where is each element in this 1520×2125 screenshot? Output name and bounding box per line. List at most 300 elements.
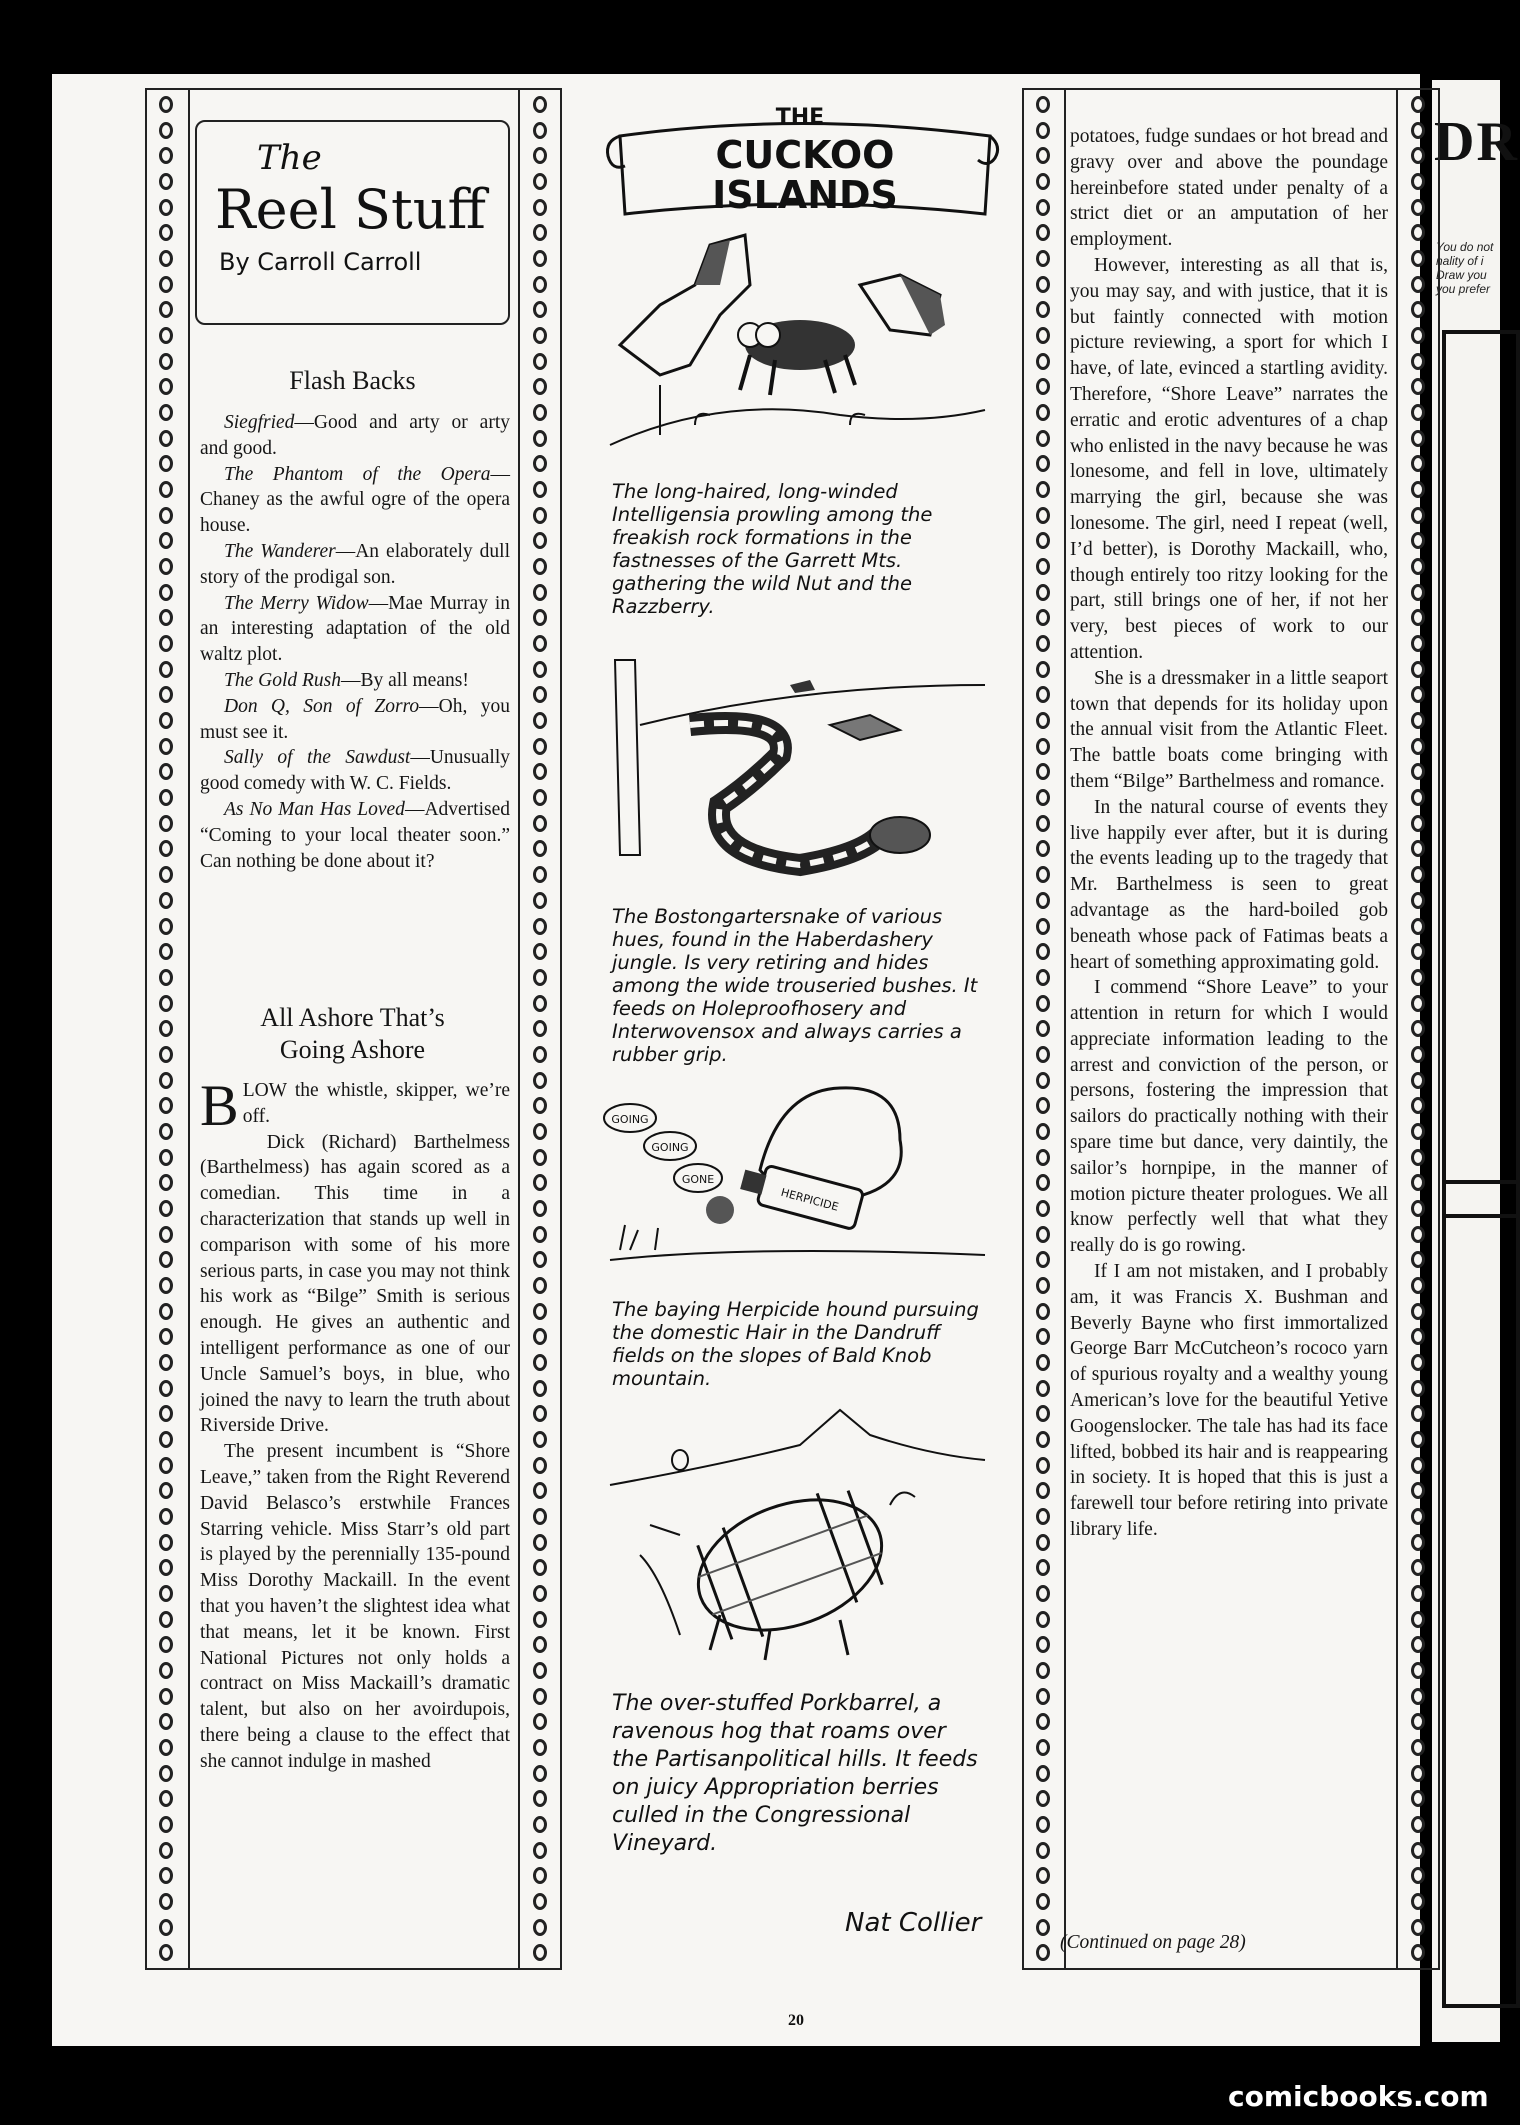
film-sprocket-hole [1036,969,1050,986]
film-sprocket-hole [1036,122,1050,139]
film-sprocket-hole [1411,1893,1425,1910]
film-sprocket-hole [159,1893,173,1910]
film-sprocket-hole [1411,1636,1425,1653]
film-sprocket-hole [1411,1046,1425,1063]
film-sprocket-hole [1411,1303,1425,1320]
film-sprocket-hole [1036,1765,1050,1782]
film-sprocket-hole [159,840,173,857]
film-sprocket-hole [533,276,547,293]
film-sprocket-hole [1411,507,1425,524]
film-sprocket-hole [533,1303,547,1320]
film-sprocket-hole [1036,1508,1050,1525]
film-sprocket-hole [1036,1200,1050,1217]
film-sprocket-hole [533,224,547,241]
film-sprocket-hole [1411,969,1425,986]
film-sprocket-hole [1411,1713,1425,1730]
cartoon-caption-2: The Bostongartersnake of various hues, found in the Haberdashery jungle. Is very retiring and hides among the wide trouseried bushes. It feeds on Holeproofhosery and Interwovensox and always carries a rubber grip. [612,905,978,1066]
intelligensia-cartoon [600,225,990,475]
cartoon-caption-3: The baying Herpicide hound pursuing the domestic Hair in the Dandruff fields on the slopes of Bald Knob mountain. [612,1298,979,1390]
film-sprocket-hole [533,661,547,678]
film-sprocket-hole [1036,892,1050,909]
film-sprocket-hole [1036,224,1050,241]
film-sprocket-hole [533,1765,547,1782]
film-sprocket-hole [1036,1534,1050,1551]
film-sprocket-hole [1036,1457,1050,1474]
film-sprocket-hole [1411,1508,1425,1525]
film-sprocket-hole [533,173,547,190]
film-rule [188,88,190,1970]
film-strip-left-outer [148,90,184,1968]
film-sprocket-hole [1036,1611,1050,1628]
film-sprocket-hole [159,1303,173,1320]
film-sprocket-hole [1411,1765,1425,1782]
film-sprocket-hole [1036,635,1050,652]
film-sprocket-hole [533,969,547,986]
film-sprocket-hole [1411,1277,1425,1294]
film-sprocket-hole [1411,250,1425,267]
film-sprocket-hole [1036,763,1050,780]
film-sprocket-hole [1036,995,1050,1012]
film-sprocket-hole [1036,96,1050,113]
film-sprocket-hole [533,1174,547,1191]
film-sprocket-hole [159,1431,173,1448]
flash-back-item: As No Man Has Loved—Advertised “Coming to your local theater soon.” Can nothing be done about it? [200,798,510,872]
film-sprocket-hole [533,1277,547,1294]
film-sprocket-hole [159,1508,173,1525]
film-sprocket-hole [1036,147,1050,164]
film-sprocket-hole [533,1020,547,1037]
film-sprocket-hole [159,1226,173,1243]
film-sprocket-hole [1411,1354,1425,1371]
film-sprocket-hole [533,1842,547,1859]
film-sprocket-hole [1411,173,1425,190]
film-sprocket-hole [1411,1867,1425,1884]
film-strip-right-inner [1025,90,1061,1968]
film-sprocket-hole [1036,1380,1050,1397]
film-strip-right-outer [1400,90,1436,1968]
film-sprocket-hole [159,1149,173,1166]
paragraph: The present incumbent is “Shore Leave,” taken from the Right Reverend David Belasco’s erstwhile Frances Starring vehicle. Miss Starr’s old part is played by the perennially 135-pound Miss Dorothy Mackaill. In the event that you haven’t the slightest idea what that means, let it be known. First National Pictures not only holds a contract on Miss Mackaill’s dramatic talent, but also on her avoirdupois, there being a clause to the effect that she cannot indulge in mashed [200,1441,510,1772]
film-sprocket-hole [159,1457,173,1474]
film-sprocket-hole [159,686,173,703]
film-sprocket-hole [1036,1790,1050,1807]
film-sprocket-hole [533,1251,547,1268]
film-sprocket-hole [533,1431,547,1448]
film-sprocket-hole [159,96,173,113]
film-sprocket-hole [1036,712,1050,729]
film-sprocket-hole [1411,1688,1425,1705]
film-sprocket-hole [1411,1559,1425,1576]
film-sprocket-hole [1036,1431,1050,1448]
film-sprocket-hole [533,918,547,935]
film-sprocket-hole [533,1123,547,1140]
film-sprocket-hole [159,635,173,652]
banner-islands: ISLANDS [712,173,898,217]
film-sprocket-hole [533,1611,547,1628]
film-sprocket-hole [1411,147,1425,164]
film-sprocket-hole [159,1380,173,1397]
film-sprocket-hole [1036,1739,1050,1756]
film-sprocket-hole [159,789,173,806]
film-sprocket-hole [1411,712,1425,729]
film-sprocket-hole [533,686,547,703]
film-sprocket-hole [159,609,173,626]
film-sprocket-hole [159,455,173,472]
film-sprocket-hole [1411,481,1425,498]
column-title-box [195,120,510,325]
film-sprocket-hole [1411,943,1425,960]
film-sprocket-hole [1036,1072,1050,1089]
next-page-box [1442,330,1520,1218]
film-sprocket-hole [533,1354,547,1371]
film-sprocket-hole [1036,1354,1050,1371]
film-sprocket-hole [159,532,173,549]
film-sprocket-hole [1411,1097,1425,1114]
film-sprocket-hole [1036,1482,1050,1499]
film-sprocket-hole [1036,1328,1050,1345]
flash-back-item: Don Q, Son of Zorro—Oh, you must see it. [200,695,510,743]
film-sprocket-hole [159,353,173,370]
film-sprocket-hole [533,1790,547,1807]
film-sprocket-hole [159,122,173,139]
film-sprocket-hole [159,712,173,729]
film-sprocket-hole [1036,1688,1050,1705]
film-sprocket-hole [159,969,173,986]
film-sprocket-hole [1036,1277,1050,1294]
film-sprocket-hole [1411,1842,1425,1859]
film-sprocket-hole [1036,584,1050,601]
film-sprocket-hole [159,1354,173,1371]
cuckoo-islands-banner [600,96,1005,236]
film-sprocket-hole [533,404,547,421]
film-sprocket-hole [533,1867,547,1884]
banner-the: THE [775,105,825,130]
film-sprocket-hole [1411,1662,1425,1679]
film-sprocket-hole [159,763,173,780]
film-sprocket-hole [1036,507,1050,524]
film-sprocket-hole [159,558,173,575]
herpicide-hound-cartoon [600,1080,990,1280]
film-sprocket-hole [533,1739,547,1756]
film-sprocket-hole [1036,558,1050,575]
film-sprocket-hole [533,1149,547,1166]
film-sprocket-hole [533,507,547,524]
film-sprocket-hole [159,378,173,395]
film-sprocket-hole [159,430,173,447]
flash-back-item: The Wanderer—An elaborately dull story of the prodigal son. [200,540,510,588]
film-sprocket-hole [159,507,173,524]
film-sprocket-hole [1036,1020,1050,1037]
paragraph: However, interesting as all that is, you may say, and with justice, that it is but faintly connected with motion picture reviewing, a sport for which I have, of late, evinced a startling avidity. Therefore, “Shore Leave” narrates the erratic and erotic adventures of a chap who enlisted in the navy because he was lonesome, and fell in love, ultimately marrying the girl, because she was lonesome. The girl, need I repeat (well, I’d better), is Dorothy Mackaill, who, though entirely too ritzy looking for the part, still brings one of her, if not her very, best pieces of work to our attention. [1070,254,1388,663]
column-title-the: The [257,138,322,178]
continued-note: (Continued on page 28) [1060,1932,1246,1953]
film-sprocket-hole [1411,1072,1425,1089]
next-page-title: DR [1434,111,1519,173]
film-sprocket-hole [1411,1944,1425,1961]
film-sprocket-hole [159,1046,173,1063]
film-sprocket-hole [159,1944,173,1961]
film-sprocket-hole [1411,584,1425,601]
film-sprocket-hole [1036,1662,1050,1679]
artist-signature: Nat Collier [845,1908,982,1938]
film-sprocket-hole [1036,250,1050,267]
film-sprocket-hole [1036,815,1050,832]
film-sprocket-hole [1036,1046,1050,1063]
film-sprocket-hole [1411,918,1425,935]
film-sprocket-hole [159,1611,173,1628]
film-sprocket-hole [1036,301,1050,318]
film-sprocket-hole [159,892,173,909]
film-sprocket-hole [159,1559,173,1576]
film-sprocket-hole [1036,1944,1050,1961]
film-sprocket-hole [159,1482,173,1499]
film-sprocket-hole [1036,1149,1050,1166]
film-sprocket-hole [1036,789,1050,806]
film-sprocket-hole [159,815,173,832]
film-sprocket-hole [159,1713,173,1730]
film-sprocket-hole [1411,1226,1425,1243]
film-sprocket-hole [533,763,547,780]
right-column-body [1070,124,1388,1543]
flash-back-item: Sally of the Sawdust—Unusually good comedy with W. C. Fields. [200,747,510,795]
film-sprocket-hole [159,327,173,344]
film-sprocket-hole [159,1174,173,1191]
film-sprocket-hole [159,1277,173,1294]
film-sprocket-hole [533,481,547,498]
paragraph: If I am not mistaken, and I probably am, it was Francis X. Bushman and Beverly Bayne who first immortalized George Barr McCutcheon’s rococo yarn of spurious royalty and a wealthy young American’s love for the beautiful Yetive Googenslocker. The tale has had its face lifted, bobbed its hair and is reappearing in society. It is hoped that this is just a farewell tour before retiring into private library life. [1070,1261,1388,1541]
film-sprocket-hole [1411,455,1425,472]
film-sprocket-hole [533,327,547,344]
film-sprocket-hole [159,1765,173,1782]
film-sprocket-hole [1036,609,1050,626]
film-sprocket-hole [1411,353,1425,370]
film-sprocket-hole [533,738,547,755]
paragraph: Dick (Richard) Barthelmess (Barthelmess) has again scored as a comedian. This time in a characterization that stands up well in comparison with some of his more serious parts, in case you may not think his work as “Bilge” Smith is serious enough. He gives an authentic and intelligent performance as one of our Uncle Samuel’s boys, in blue, who joined the navy to learn the truth about Riverside Drive. [200,1131,510,1437]
film-sprocket-hole [159,1842,173,1859]
cartoon-caption-4: The over-stuffed Porkbarrel, a ravenous hog that roams over the Partisanpolitical hills. It feeds on juicy Appropriation berries culled in the Congressional Vineyard. [612,1691,978,1856]
film-sprocket-hole [159,481,173,498]
film-sprocket-hole [1036,1097,1050,1114]
film-sprocket-hole [1411,1174,1425,1191]
film-sprocket-hole [1411,1200,1425,1217]
film-sprocket-hole [1411,1251,1425,1268]
film-rule [518,88,520,1970]
film-sprocket-hole [533,378,547,395]
film-sprocket-hole [1411,815,1425,832]
film-sprocket-hole [159,1790,173,1807]
drop-cap: B [200,1073,239,1138]
flash-backs-heading: Flash Backs [289,366,416,395]
film-rule [1396,88,1398,1970]
film-sprocket-hole [1411,1790,1425,1807]
film-sprocket-hole [159,918,173,935]
film-sprocket-hole [1036,1893,1050,1910]
film-sprocket-hole [533,250,547,267]
film-sprocket-hole [159,1405,173,1422]
film-sprocket-hole [1411,1020,1425,1037]
film-sprocket-hole [533,122,547,139]
film-sprocket-hole [159,404,173,421]
film-sprocket-hole [159,147,173,164]
film-sprocket-hole [1411,789,1425,806]
film-sprocket-hole [533,1534,547,1551]
film-sprocket-hole [533,789,547,806]
paragraph: I commend “Shore Leave” to your attention in return for which I would appreciate information leading to the arrest and conviction of the person, or persons, fostering the impression that sailors do practically nothing with their spare time but dance, very daintily, the sailor’s hornpipe, in the manner of motion picture theater prologues. We all know perfectly well that what they really do is go rowing. [1070,977,1388,1257]
film-sprocket-hole [533,1457,547,1474]
film-sprocket-hole [533,1200,547,1217]
film-sprocket-hole [1411,224,1425,241]
film-sprocket-hole [159,1534,173,1551]
next-page-box [1442,1180,1520,2008]
flash-back-item: The Phantom of the Opera—Chaney as the awful ogre of the opera house. [200,463,510,537]
film-sprocket-hole [159,1867,173,1884]
film-sprocket-hole [533,1097,547,1114]
film-sprocket-hole [159,276,173,293]
film-sprocket-hole [1036,173,1050,190]
flash-back-item: The Gold Rush—By all means! [224,669,469,691]
film-sprocket-hole [1036,276,1050,293]
column-title-main: Reel Stuff [215,178,486,241]
film-sprocket-hole [1411,276,1425,293]
film-sprocket-hole [1411,763,1425,780]
film-sprocket-hole [1411,1405,1425,1422]
film-sprocket-hole [1036,353,1050,370]
flash-back-item: The Merry Widow—Mae Murray in an interesting adaptation of the old waltz plot. [200,592,510,666]
film-strip-left-inner [522,90,558,1968]
film-sprocket-hole [533,301,547,318]
film-sprocket-hole [159,1636,173,1653]
film-sprocket-hole [1411,378,1425,395]
column-byline: By Carroll Carroll [219,248,422,276]
film-sprocket-hole [1036,327,1050,344]
film-sprocket-hole [159,584,173,601]
film-sprocket-hole [1411,1457,1425,1474]
film-sprocket-hole [159,995,173,1012]
film-sprocket-hole [533,430,547,447]
film-sprocket-hole [533,1919,547,1936]
film-sprocket-hole [1036,943,1050,960]
film-sprocket-hole [1036,1303,1050,1320]
film-sprocket-hole [1036,378,1050,395]
film-sprocket-hole [1036,1919,1050,1936]
speech-bubble-gone: GONE [681,1173,715,1186]
film-sprocket-hole [159,1739,173,1756]
film-sprocket-hole [159,250,173,267]
film-sprocket-hole [533,1046,547,1063]
film-sprocket-hole [1411,430,1425,447]
speech-bubble-going: GOING [611,1113,649,1126]
film-sprocket-hole [533,1226,547,1243]
banner-cuckoo: CUCKOO [715,133,895,177]
film-sprocket-hole [533,635,547,652]
film-sprocket-hole [1036,686,1050,703]
paragraph: In the natural course of events they live happily ever after, but it is during the events leading up to the tragedy that Mr. Barthelmess is seen to great advantage as the hard-boiled gob beneath whose pack of Fatimas beats a heart of something approximating gold. [1070,796,1388,973]
film-sprocket-hole [533,199,547,216]
film-sprocket-hole [1411,1123,1425,1140]
film-sprocket-hole [1411,404,1425,421]
film-sprocket-hole [1036,1585,1050,1602]
film-sprocket-hole [1036,1251,1050,1268]
next-page-snippet: You do not nality of i Draw you you prefer [1436,240,1494,296]
film-sprocket-hole [533,1893,547,1910]
film-sprocket-hole [1411,327,1425,344]
film-sprocket-hole [159,1919,173,1936]
speech-bubble-going: GOING [651,1141,689,1154]
all-ashore-body [200,1073,510,1775]
film-sprocket-hole [533,1072,547,1089]
film-sprocket-hole [1411,122,1425,139]
film-sprocket-hole [1036,1713,1050,1730]
film-sprocket-hole [533,1816,547,1833]
next-page-edge [1432,80,1519,2042]
film-sprocket-hole [533,1508,547,1525]
film-sprocket-hole [533,455,547,472]
film-sprocket-hole [1036,1405,1050,1422]
film-sprocket-hole [159,661,173,678]
film-sprocket-hole [1036,1123,1050,1140]
film-sprocket-hole [159,1097,173,1114]
film-sprocket-hole [159,199,173,216]
bottle-label: HERPICIDE [779,1185,840,1214]
porkbarrel-cartoon [600,1405,990,1685]
film-sprocket-hole [533,1944,547,1961]
film-sprocket-hole [533,1713,547,1730]
film-sprocket-hole [1411,1534,1425,1551]
film-sprocket-hole [159,866,173,883]
film-sprocket-hole [533,353,547,370]
film-sprocket-hole [1411,1482,1425,1499]
film-sprocket-hole [159,1662,173,1679]
film-sprocket-hole [533,1585,547,1602]
film-sprocket-hole [159,1585,173,1602]
film-sprocket-hole [533,1405,547,1422]
film-sprocket-hole [1411,635,1425,652]
film-sprocket-hole [159,1200,173,1217]
film-rule [1064,88,1066,1970]
film-sprocket-hole [1411,96,1425,113]
film-sprocket-hole [1411,892,1425,909]
film-sprocket-hole [533,584,547,601]
paragraph: potatoes, fudge sundaes or hot bread and gravy over and above the poundage hereinbefore stated under penalty of a strict diet or an amputation of her employment. [1070,126,1388,251]
film-sprocket-hole [1411,1919,1425,1936]
film-sprocket-hole [1036,455,1050,472]
film-sprocket-hole [159,738,173,755]
film-sprocket-hole [1411,1328,1425,1345]
film-sprocket-hole [1411,199,1425,216]
film-sprocket-hole [159,301,173,318]
film-sprocket-hole [1036,430,1050,447]
film-sprocket-hole [1036,404,1050,421]
film-sprocket-hole [533,866,547,883]
film-sprocket-hole [1411,686,1425,703]
film-sprocket-hole [159,1123,173,1140]
flash-back-item: Siegfried—Good and arty or arty and good. [200,412,510,459]
watermark: comicbooks.com [1228,2080,1489,2113]
film-sprocket-hole [533,558,547,575]
film-sprocket-hole [159,1688,173,1705]
film-sprocket-hole [1411,558,1425,575]
film-sprocket-hole [533,995,547,1012]
film-sprocket-hole [533,712,547,729]
page-number: 20 [788,2012,804,2029]
film-sprocket-hole [1036,199,1050,216]
film-sprocket-hole [1411,1431,1425,1448]
paragraph: She is a dressmaker in a little seaport town that depends for its holiday upon the annual visit from the Atlantic Fleet. The battle boats come bringing with them “Bilge” Barthelmess and romance. [1070,667,1388,792]
film-sprocket-hole [1036,532,1050,549]
film-sprocket-hole [1036,1174,1050,1191]
film-sprocket-hole [1411,1816,1425,1833]
film-sprocket-hole [1411,1585,1425,1602]
